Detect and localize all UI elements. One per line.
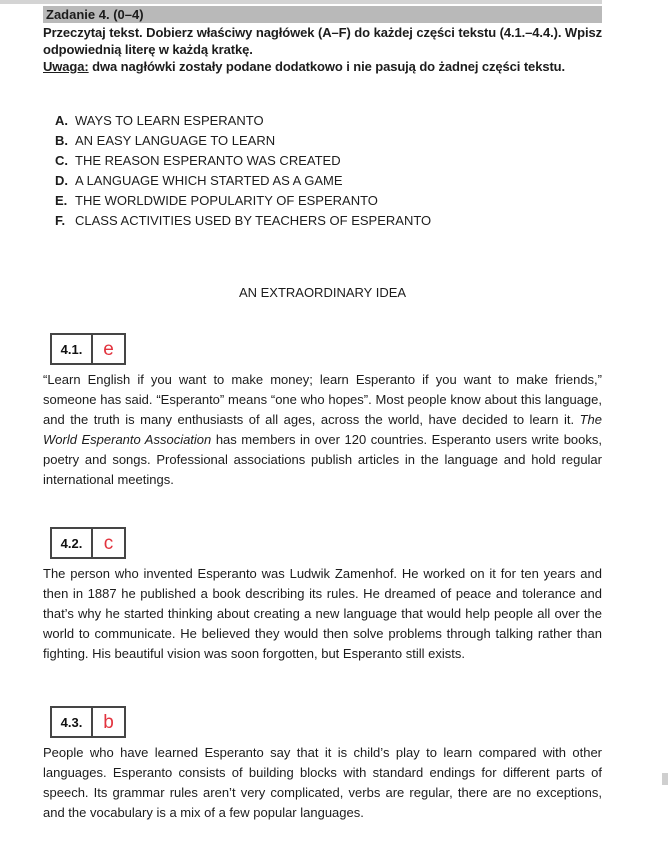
option-letter: B. [55, 133, 68, 148]
heading-option-b [43, 131, 602, 151]
paragraph-text: “Learn English if you want to make money; learn Esperanto if you want to make friends,” someone has said. “Esperanto” means “one who hopes”. Most people know about this language, and the truth is many enthusiasts of all ages, across the world, have decided to learn it. [43, 372, 602, 427]
paragraph-text: has members in over 120 countries. Esperanto users write books, poetry and songs. Professional associations publish articles in the language and hold regular international meetings. [43, 432, 603, 487]
answer-box-4-2 [50, 527, 126, 559]
heading-option-c [43, 151, 602, 171]
option-text: CLASS ACTIVITIES USED BY TEACHERS OF ESPERANTO [75, 213, 432, 228]
task-header: Zadanie 4. (0–4) [43, 6, 602, 23]
paragraph-italic-text: The World Esperanto Association [43, 412, 602, 447]
question-number-4-2: 4.2. [52, 529, 93, 557]
text-section-4-3 [43, 706, 602, 823]
scan-artifact [662, 773, 668, 785]
answer-box-4-1 [50, 333, 126, 365]
question-number-4-3: 4.3. [52, 708, 93, 736]
heading-option-e [43, 191, 602, 211]
heading-option-d [43, 171, 602, 191]
task-instructions: Przeczytaj tekst. Dobierz właściwy nagłówek (A–F) do każdej części tekstu (4.1.–4.4.). Wpisz odpowiednią literę w każdą kratkę. [43, 25, 602, 57]
option-text: A LANGUAGE WHICH STARTED AS A GAME [75, 173, 343, 188]
text-paragraph-4-2: The person who invented Esperanto was Ludwik Zamenhof. He worked on it for ten years and then in 1887 he published a book describing its rules. He dreamed of peace and tolerance and that’s why he started thinking about creating a new language that would help people all over the world to communicate. He believed they would then solve problems through talking rather than fighting. His beautiful vision was soon forgotten, but Esperanto still exists. [43, 566, 602, 661]
option-text: AN EASY LANGUAGE TO LEARN [75, 133, 276, 148]
option-letter: E. [55, 193, 68, 208]
reading-text-title: AN EXTRAORDINARY IDEA [238, 285, 407, 300]
answer-input-4-2[interactable]: c [103, 532, 114, 554]
note-label: Uwaga: [43, 59, 89, 74]
text-section-4-2 [43, 527, 602, 664]
heading-option-a [43, 111, 602, 131]
answer-input-4-1[interactable]: e [103, 338, 114, 360]
option-letter: D. [55, 173, 68, 188]
text-paragraph-4-3: People who have learned Esperanto say that it is child’s play to learn compared with other languages. Esperanto consists of building blocks with standard endings for different parts of speech. Its grammar rules aren’t very complicated, verbs are regular, there are no exceptions, and the vocabulary is a mix of a few popular languages. [43, 745, 602, 820]
question-number-4-1: 4.1. [52, 335, 93, 363]
option-letter: A. [55, 113, 68, 128]
text-paragraph-4-1 [43, 370, 602, 490]
answer-box-4-3 [50, 706, 126, 738]
note-text: dwa nagłówki zostały podane dodatkowo i nie pasują do żadnej części tekstu. [88, 59, 566, 74]
page-top-divider [0, 0, 602, 4]
answer-input-4-3[interactable]: b [103, 711, 114, 733]
option-text: THE REASON ESPERANTO WAS CREATED [75, 153, 341, 168]
option-text: THE WORLDWIDE POPULARITY OF ESPERANTO [75, 193, 378, 208]
task-note [43, 58, 602, 75]
option-letter: F. [55, 213, 66, 228]
option-text: WAYS TO LEARN ESPERANTO [75, 113, 264, 128]
heading-option-f [43, 211, 602, 231]
text-section-4-1 [43, 333, 602, 490]
heading-options-list [43, 111, 602, 231]
worksheet-page [43, 6, 602, 823]
option-letter: C. [55, 153, 68, 168]
